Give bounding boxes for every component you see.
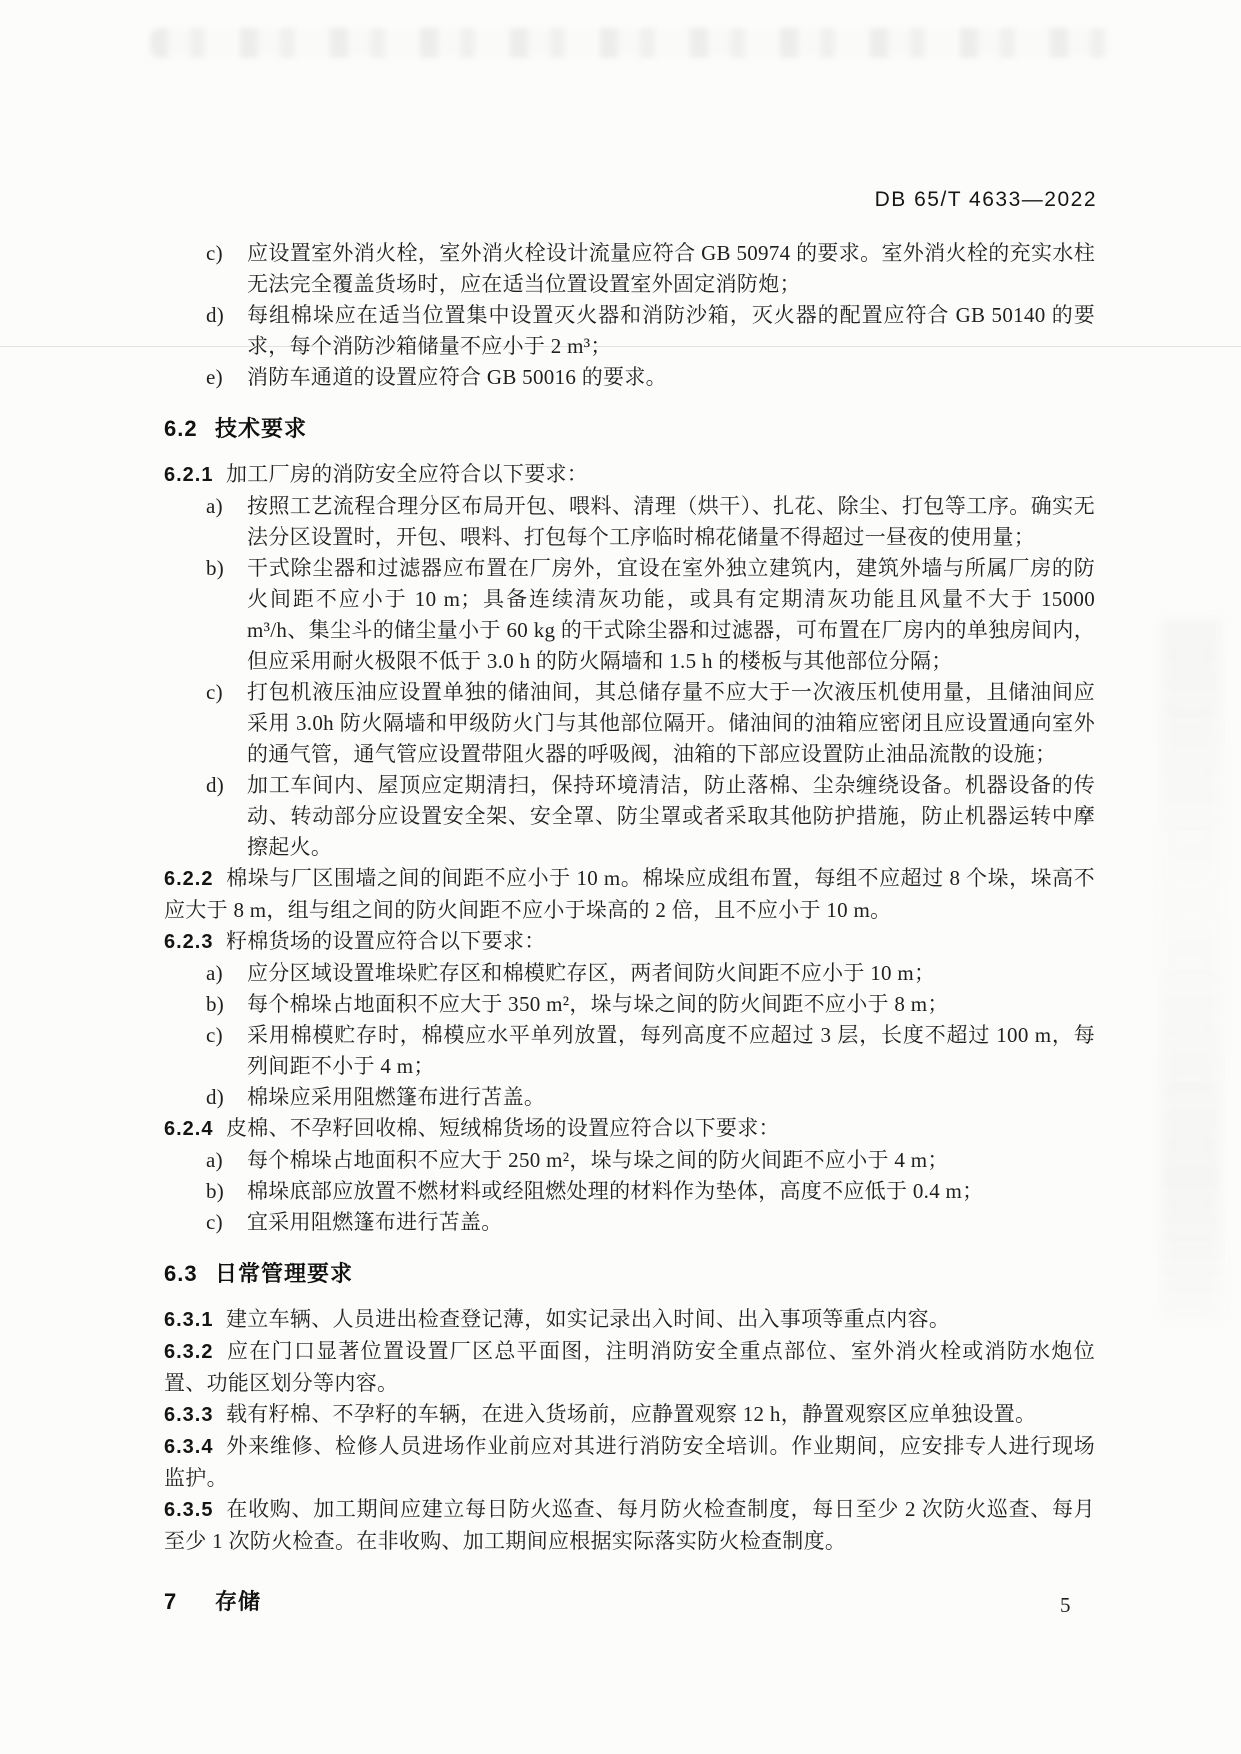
- list-item-text: 宜采用阻燃篷布进行苫盖。: [247, 1210, 503, 1234]
- list-item: [164, 989, 1095, 1020]
- clause-number: 6.3.2: [164, 1341, 214, 1363]
- section-number: 6.2: [164, 416, 198, 441]
- clause-number: 6.3.3: [164, 1404, 214, 1426]
- list-item: [164, 1020, 1095, 1082]
- list-item-label: c): [206, 680, 223, 704]
- list-item: [164, 1082, 1095, 1113]
- list-item-label: a): [206, 961, 223, 985]
- list-item: [164, 553, 1095, 677]
- list-item-text: 消防车通道的设置应符合 GB 50016 的要求。: [247, 365, 667, 389]
- clause-number: 6.2.3: [164, 931, 214, 953]
- list-item: [164, 958, 1095, 989]
- list-item-label: e): [206, 365, 223, 389]
- section-heading-6-2: [164, 413, 1095, 444]
- section-title: 存储: [215, 1589, 262, 1614]
- list-item: [164, 238, 1095, 300]
- section-title: 日常管理要求: [215, 1261, 354, 1286]
- clause-number: 6.3.5: [164, 1499, 214, 1521]
- section-number: 6.3: [164, 1261, 198, 1286]
- clause-6-2-4: [164, 1113, 1095, 1145]
- list-item-text: 每个棉垛占地面积不应大于 250 m²，垛与垛之间的防火间距不应小于 4 m；: [247, 1148, 949, 1172]
- list-item: [164, 770, 1095, 863]
- clause-6-3-3: [164, 1399, 1095, 1431]
- clause-number: 6.2.1: [164, 464, 214, 486]
- clause-6-3-1: [164, 1304, 1095, 1336]
- clause-text: 建立车辆、人员进出检查登记薄，如实记录出入时间、出入事项等重点内容。: [226, 1307, 951, 1331]
- document-body: [164, 238, 1095, 1632]
- clause-text: 棉垛与厂区围墙之间的间距不应小于 10 m。棉垛应成组布置，每组不应超过 8 个垛，垛高不应大于 8 m，组与组之间的防火间距不应小于垛高的 2 倍，且不应小于 10 m。: [164, 866, 1095, 922]
- clause-text: 籽棉货场的设置应符合以下要求：: [226, 929, 546, 953]
- section-title: 技术要求: [215, 416, 308, 441]
- list-item: [164, 677, 1095, 770]
- list-item-label: c): [206, 1210, 223, 1234]
- clause-6-2-3: [164, 926, 1095, 958]
- list-item-label: a): [206, 494, 223, 518]
- list-item-label: d): [206, 773, 225, 797]
- list-item-label: b): [206, 1179, 225, 1203]
- list-item-text: 应设置室外消火栓，室外消火栓设计流量应符合 GB 50974 的要求。室外消火栓的充实水柱无法完全覆盖货场时，应在适当位置设置室外固定消防炮；: [247, 241, 1095, 296]
- clause-number: 6.2.4: [164, 1118, 214, 1140]
- clause-6-2-2: [164, 863, 1095, 926]
- list-item-label: c): [206, 1023, 223, 1047]
- list-item-label: a): [206, 1148, 223, 1172]
- list-item-text: 加工车间内、屋顶应定期清扫，保持环境清洁，防止落棉、尘杂缠绕设备。机器设备的传动、转动部分应设置安全架、安全罩、防尘罩或者采取其他防护措施，防止机器运转中摩擦起火。: [247, 773, 1095, 859]
- list-item-text: 干式除尘器和过滤器应布置在厂房外，宜设在室外独立建筑内，建筑外墙与所属厂房的防火间距不应小于 10 m；具备连续清灰功能，或具有定期清灰功能且风量不大于 15000 m³/h、集尘斗的储尘量小于 60 kg 的干式除尘器和过滤器，可布置在厂房内的单独房间内，但应采用耐火极限不低于 3.0 h 的防火隔墙和 1.5 h 的楼板与其他部位分隔；: [247, 556, 1095, 673]
- list-item-label: d): [206, 303, 225, 327]
- clause-number: 6.3.1: [164, 1309, 214, 1331]
- clause-text: 加工厂房的消防安全应符合以下要求：: [226, 462, 589, 486]
- list-item-text: 每组棉垛应在适当位置集中设置灭火器和消防沙箱，灭火器的配置应符合 GB 50140 的要求，每个消防沙箱储量不应小于 2 m³；: [247, 303, 1095, 358]
- clause-text: 外来维修、检修人员进场作业前应对其进行消防安全培训。作业期间，应安排专人进行现场监护。: [164, 1434, 1095, 1490]
- list-item-label: c): [206, 241, 223, 265]
- clause-6-2-1: [164, 459, 1095, 491]
- list-item: [164, 1207, 1095, 1238]
- list-item: [164, 1176, 1095, 1207]
- list-item-label: b): [206, 556, 225, 580]
- clause-text: 载有籽棉、不孕籽的车辆，在进入货场前，应静置观察 12 h，静置观察区应单独设置。: [226, 1402, 1037, 1426]
- list-item: [164, 1145, 1095, 1176]
- scan-artifact: [150, 28, 1110, 58]
- clause-6-3-5: [164, 1494, 1095, 1557]
- clause-text: 皮棉、不孕籽回收棉、短绒棉货场的设置应符合以下要求：: [226, 1116, 780, 1140]
- list-item-text: 棉垛应采用阻燃篷布进行苫盖。: [247, 1085, 546, 1109]
- scan-artifact: [1161, 620, 1221, 1320]
- list-item-text: 棉垛底部应放置不燃材料或经阻燃处理的材料作为垫体，高度不应低于 0.4 m；: [247, 1179, 984, 1203]
- clause-6-3-4: [164, 1431, 1095, 1494]
- list-item-text: 应分区域设置堆垛贮存区和棉模贮存区，两者间防火间距不应小于 10 m；: [247, 961, 936, 985]
- list-item-text: 每个棉垛占地面积不应大于 350 m²，垛与垛之间的防火间距不应小于 8 m；: [247, 992, 949, 1016]
- list-item: [164, 362, 1095, 393]
- page-number: 5: [1060, 1593, 1071, 1617]
- list-item: [164, 491, 1095, 553]
- section-number: 7: [164, 1589, 178, 1614]
- list-item-label: d): [206, 1085, 225, 1109]
- standard-number-header: DB 65/T 4633—2022: [874, 188, 1097, 211]
- list-item: [164, 300, 1095, 362]
- list-item-text: 按照工艺流程合理分区布局开包、喂料、清理（烘干）、扎花、除尘、打包等工序。确实无法分区设置时，开包、喂料、打包每个工序临时棉花储量不得超过一昼夜的使用量；: [247, 494, 1095, 549]
- list-item-text: 打包机液压油应设置单独的储油间，其总储存量不应大于一次液压机使用量，且储油间应采用 3.0h 防火隔墙和甲级防火门与其他部位隔开。储油间的油箱应密闭且应设置通向室外的通气管，通气管应设置带阻火器的呼吸阀，油箱的下部应设置防止油品流散的设施；: [247, 680, 1095, 766]
- list-item-text: 采用棉模贮存时，棉模应水平单列放置，每列高度不应超过 3 层，长度不超过 100 m，每列间距不小于 4 m；: [247, 1023, 1095, 1078]
- clause-text: 应在门口显著位置设置厂区总平面图，注明消防安全重点部位、室外消火栓或消防水炮位置、功能区划分等内容。: [164, 1339, 1095, 1395]
- section-heading-7: [164, 1586, 1095, 1617]
- section-heading-6-3: [164, 1258, 1095, 1289]
- clause-number: 6.3.4: [164, 1436, 214, 1458]
- clause-6-3-2: [164, 1336, 1095, 1399]
- list-item-label: b): [206, 992, 225, 1016]
- clause-number: 6.2.2: [164, 868, 214, 890]
- clause-text: 在收购、加工期间应建立每日防火巡查、每月防火检查制度，每日至少 2 次防火巡查、每月至少 1 次防火检查。在非收购、加工期间应根据实际落实防火检查制度。: [164, 1497, 1095, 1553]
